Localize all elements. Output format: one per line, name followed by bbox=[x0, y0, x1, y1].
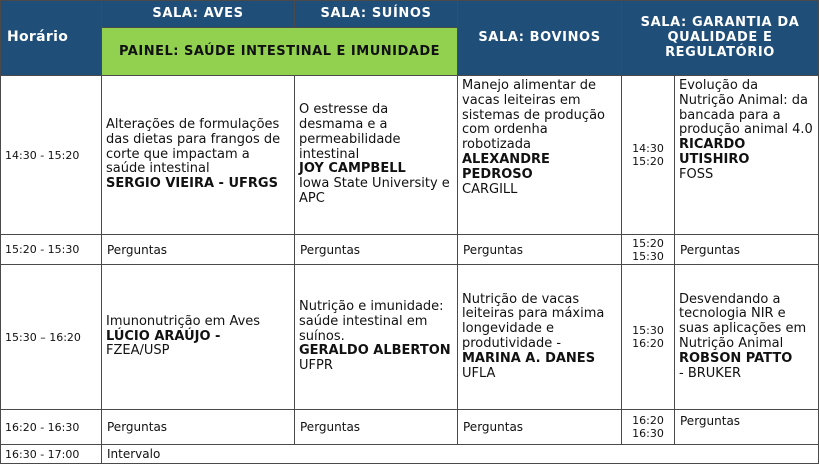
header-sala-aves: SALA: AVES bbox=[102, 0, 295, 28]
garantia-time-1 bbox=[622, 76, 675, 235]
perguntas-aves-2: Perguntas bbox=[102, 410, 295, 445]
header-sala-bovinos: SALA: BOVINOS bbox=[458, 0, 622, 76]
garantia-time-4 bbox=[622, 410, 675, 445]
session-affiliation: UFLA bbox=[462, 365, 496, 381]
session-title: O estresse da desmama e a permeabilidade intestinal bbox=[299, 102, 401, 162]
session-garantia-2 bbox=[675, 265, 819, 410]
session-title: Manejo alimentar de vacas leiteiras em sistemas de produção com ordenha robotizada bbox=[462, 78, 605, 153]
session-speaker: JOY CAMPBELL bbox=[299, 161, 406, 177]
time-start: 15:20 bbox=[632, 236, 664, 250]
time-start: 16:20 bbox=[632, 414, 664, 427]
time-end: 16:20 bbox=[632, 337, 664, 350]
session-affiliation: FZEA/USP bbox=[106, 343, 170, 359]
garantia-time-2 bbox=[622, 235, 675, 265]
perguntas-aves-1: Perguntas bbox=[102, 235, 295, 265]
time-slot-3: 15:30 – 16:20 bbox=[0, 265, 102, 410]
session-speaker: ROBSON PATTO bbox=[679, 350, 793, 366]
time-slot-4: 16:20 - 16:30 bbox=[0, 410, 102, 445]
session-speaker: SERGIO VIEIRA - UFRGS bbox=[106, 176, 278, 192]
session-title: Alterações de formulações das dietas para frangos de corte que impactam a saúde intestinal bbox=[106, 117, 281, 177]
perguntas-garantia-1: Perguntas bbox=[675, 235, 819, 265]
session-affiliation: - BRUKER bbox=[679, 365, 742, 381]
session-bovinos-1 bbox=[458, 76, 622, 235]
session-speaker: MARINA A. DANES bbox=[462, 350, 596, 366]
session-garantia-1 bbox=[675, 76, 819, 235]
time-start: 14:30 bbox=[632, 142, 664, 155]
session-title: Evolução da Nutrição Animal: da bancada para a produção animal 4.0 bbox=[679, 78, 813, 138]
header-horario: Horário bbox=[0, 0, 102, 76]
garantia-time-3 bbox=[622, 265, 675, 410]
perguntas-suinos-1: Perguntas bbox=[295, 235, 458, 265]
session-speaker-line bbox=[299, 344, 453, 374]
session-aves-2 bbox=[102, 265, 295, 410]
session-aves-1 bbox=[102, 76, 295, 235]
session-suinos-1 bbox=[295, 76, 458, 235]
intervalo-cell: Intervalo bbox=[102, 445, 819, 464]
session-affiliation: Iowa State University e APC bbox=[299, 176, 450, 206]
time-slot-2: 15:20 - 15:30 bbox=[0, 235, 102, 265]
time-end: 16:30 bbox=[632, 427, 664, 440]
session-speaker: ALEXANDRE PEDROSO bbox=[462, 151, 550, 182]
time-end: 15:20 bbox=[632, 155, 664, 168]
session-title: Nutrição de vacas leiteiras para máxima longevidade e produtividade - bbox=[462, 291, 605, 351]
perguntas-suinos-2: Perguntas bbox=[295, 410, 458, 445]
perguntas-bovinos-2: Perguntas bbox=[458, 410, 622, 445]
session-speaker: RICARDO UTISHIRO bbox=[679, 137, 750, 167]
time-slot-5: 16:30 - 17:00 bbox=[0, 445, 102, 464]
time-slot-1: 14:30 - 15:20 bbox=[0, 76, 102, 235]
session-suinos-2 bbox=[295, 265, 458, 410]
session-affiliation: FOSS bbox=[679, 166, 714, 182]
session-title: Nutrição e imunidade: saúde intestinal em suínos. bbox=[299, 299, 444, 344]
session-affiliation: UFPR bbox=[299, 358, 333, 374]
header-sala-suinos: SALA: SUÍNOS bbox=[295, 0, 458, 28]
session-title: Desvendando a tecnologia NIR e suas aplicações em Nutrição Animal bbox=[679, 291, 807, 351]
session-speaker: LÚCIO ARAÚJO - bbox=[106, 328, 221, 344]
perguntas-garantia-2: Perguntas bbox=[675, 410, 819, 445]
header-sala-garantia: SALA: GARANTIA DA QUALIDADE E REGULATÓRIO bbox=[622, 0, 819, 76]
time-end: 15:30 bbox=[632, 249, 664, 263]
session-title: Imunonutrição em Aves bbox=[106, 313, 261, 329]
perguntas-bovinos-1: Perguntas bbox=[458, 235, 622, 265]
session-speaker: GERALDO ALBERTON bbox=[299, 343, 451, 359]
time-start: 15:30 bbox=[632, 324, 664, 337]
header-painel: PAINEL: SAÚDE INTESTINAL E IMUNIDADE bbox=[102, 28, 458, 76]
session-affiliation: CARGILL bbox=[462, 181, 518, 197]
session-bovinos-2 bbox=[458, 265, 622, 410]
